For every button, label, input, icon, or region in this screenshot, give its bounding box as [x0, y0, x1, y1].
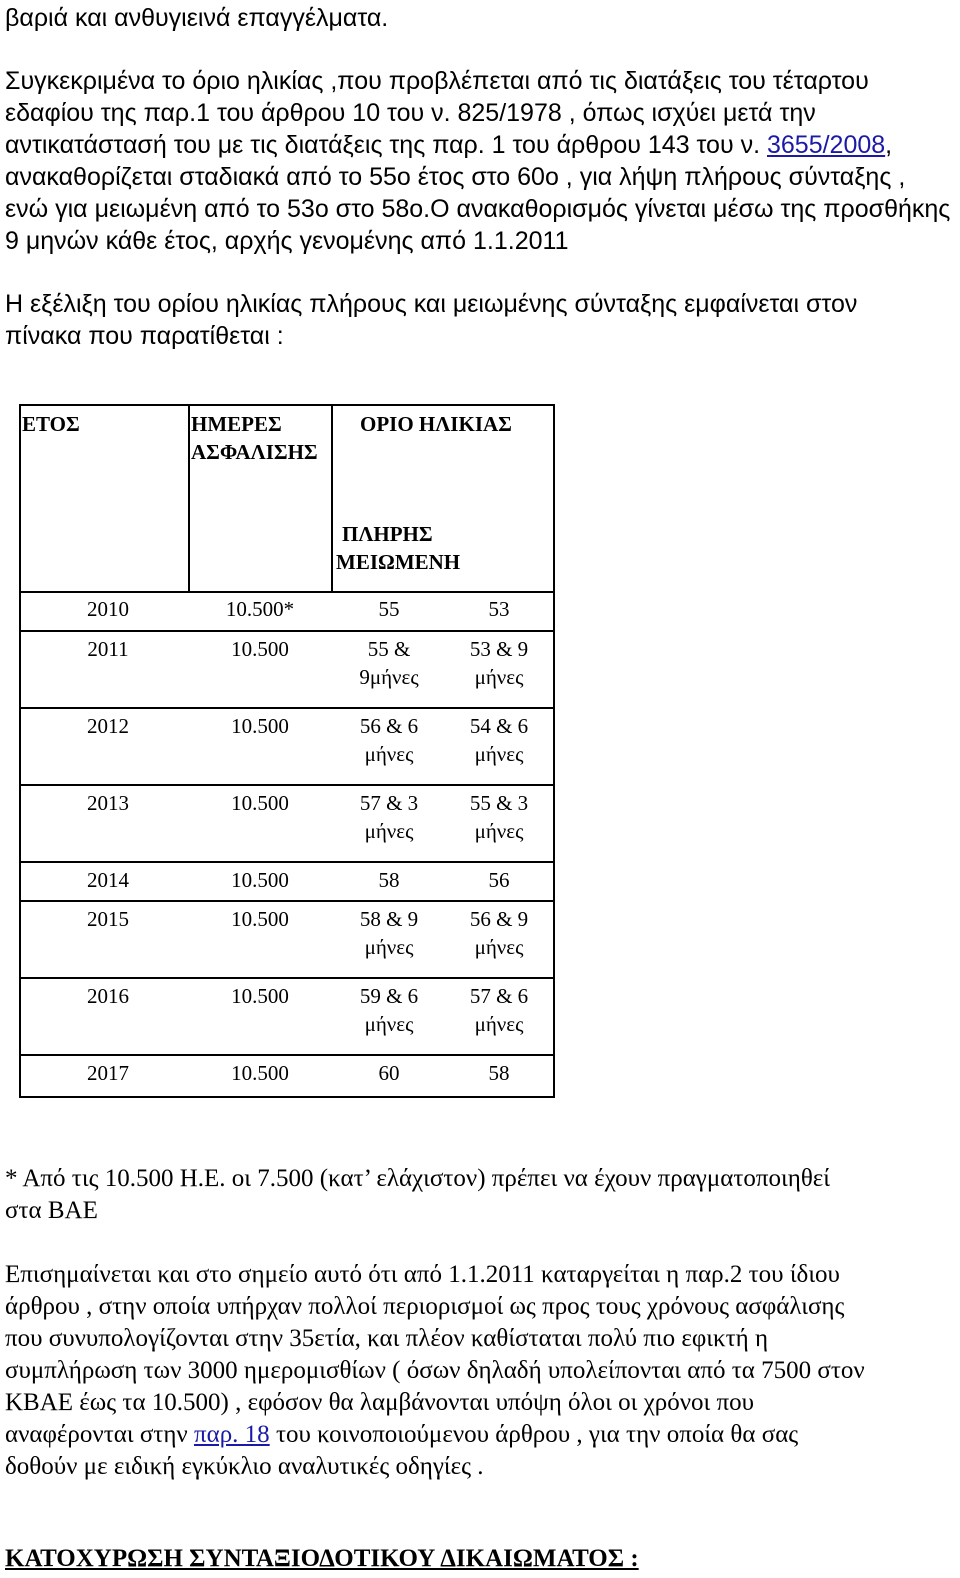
table-divider — [19, 977, 555, 979]
cell-full-line: μήνες — [364, 742, 414, 766]
cell-year: 2017 — [87, 1061, 129, 1085]
table-divider — [19, 591, 555, 593]
cell-days: 10.500* — [225, 597, 295, 621]
cell-full-line: 9μήνες — [359, 665, 419, 689]
note-text: του κοινοποιούμενου άρθρου , για την οποία θα σας — [269, 1421, 799, 1448]
cell-full — [340, 595, 438, 623]
cell-days: 10.500 — [231, 1061, 289, 1085]
header-days-line: ΑΣΦΑΛΙΣΗΣ — [191, 440, 318, 464]
section-heading: ΚΑΤΟΧΥΡΩΣΗ ΣΥΝΤΑΞΙΟΔΟΤΙΚΟΥ ΔΙΚΑΙΩΜΑΤΟΣ : — [5, 1545, 639, 1572]
cell-red-line: μήνες — [474, 935, 524, 959]
intro-line: Η εξέλιξη του ορίου ηλικίας πλήρους και μειωμένης σύνταξης εμφαίνεται στον — [5, 290, 858, 318]
cell-full-line: μήνες — [364, 1012, 414, 1036]
cell-year: 2014 — [87, 868, 129, 892]
cell-red — [450, 866, 548, 894]
cell-red — [450, 789, 548, 845]
cell-days: 10.500 — [231, 791, 289, 815]
cell-red — [450, 1059, 548, 1087]
table-divider — [331, 404, 333, 592]
header-days — [191, 410, 318, 466]
cell-red-line: μήνες — [474, 665, 524, 689]
cell-red-line: 57 & 6 — [469, 984, 529, 1008]
law-link-3655-2008[interactable]: 3655/2008 — [766, 131, 886, 159]
cell-full-line: μήνες — [364, 819, 414, 843]
cell-year: 2010 — [87, 597, 129, 621]
cell-full-line: 59 & 6 — [359, 984, 419, 1008]
cell-red-line: 54 & 6 — [469, 714, 529, 738]
header-days-line: ΗΜΕΡΕΣ — [191, 412, 282, 436]
table-divider — [19, 707, 555, 709]
intro-line: ανακαθορίζεται σταδιακά από το 55ο έτος στο 60ο , για λήψη πλήρους σύνταξης , — [5, 163, 906, 191]
cell-full-line: 58 & 9 — [359, 907, 419, 931]
cell-full — [340, 866, 438, 894]
header-full: ΠΛΗΡΗΣ — [342, 522, 433, 546]
intro-line: 9 μηνών κάθε έτος, αρχής γενομένης από 1.1.2011 — [5, 227, 569, 255]
cell-full — [340, 712, 438, 768]
cell-year: 2015 — [87, 907, 129, 931]
cell-red — [450, 905, 548, 961]
note-line: στα ΒΑΕ — [5, 1197, 98, 1224]
intro-text: , — [885, 131, 893, 159]
intro-text: αντικατάστασή του με τις διατάξεις της παρ. 1 του άρθρου 143 του ν. — [5, 131, 767, 159]
cell-year: 2016 — [87, 984, 129, 1008]
cell-red — [450, 712, 548, 768]
cell-red-line: μήνες — [474, 819, 524, 843]
cell-year: 2011 — [87, 637, 129, 661]
par-18-link[interactable]: παρ. 18 — [193, 1421, 270, 1448]
cell-full-line: 60 — [378, 1061, 400, 1085]
cell-full-line: μήνες — [364, 935, 414, 959]
note-line: δοθούν με ειδική εγκύκλιο αναλυτικές οδηγίες . — [5, 1453, 484, 1480]
cell-full-line: 58 — [378, 868, 400, 892]
intro-line: ενώ για μειωμένη από το 53ο στο 58ο.Ο ανακαθορισμός γίνεται μέσω της προσθήκης — [5, 195, 951, 223]
cell-red-line: 55 & 3 — [469, 791, 529, 815]
cell-full — [340, 635, 438, 691]
cell-red — [450, 982, 548, 1038]
note-line: Επισημαίνεται και στο σημείο αυτό ότι από 1.1.2011 καταργείται η παρ.2 του ίδιου — [5, 1261, 840, 1288]
cell-full — [340, 789, 438, 845]
header-age-limit: ΟΡΙΟ ΗΛΙΚΙΑΣ — [360, 412, 512, 436]
table-divider — [19, 861, 555, 863]
cell-red-line: μήνες — [474, 1012, 524, 1036]
note-text: αναφέρονται στην — [5, 1421, 194, 1448]
intro-line: Συγκεκριμένα το όριο ηλικίας ,που προβλέπεται από τις διατάξεις του τέταρτου — [5, 67, 869, 95]
cell-red-line: μήνες — [474, 742, 524, 766]
cell-red-line: 56 & 9 — [469, 907, 529, 931]
cell-full-line: 55 & — [367, 637, 411, 661]
intro-line — [5, 129, 892, 161]
cell-days: 10.500 — [231, 868, 289, 892]
intro-line: βαριά και ανθυγιεινά επαγγέλματα. — [5, 4, 389, 32]
table-divider — [19, 630, 555, 632]
cell-year: 2012 — [87, 714, 129, 738]
note-line: που συνυπολογίζονται στην 35ετία, και πλέον καθίσταται πολύ πιο εφικτή η — [5, 1325, 769, 1352]
header-full-reduced — [336, 520, 461, 576]
table-divider — [19, 1054, 555, 1056]
cell-red-line: 58 — [488, 1061, 510, 1085]
cell-red — [450, 635, 548, 691]
header-reduced: ΜΕΙΩΜΕΝΗ — [336, 550, 461, 574]
cell-full — [340, 905, 438, 961]
note-line — [5, 1419, 798, 1451]
table-divider — [188, 404, 190, 592]
cell-days: 10.500 — [231, 907, 289, 931]
cell-red-line: 56 — [488, 868, 510, 892]
cell-full — [340, 982, 438, 1038]
note-line: άρθρου , στην οποία υπήρχαν πολλοί περιορισμοί ως προς τους χρόνους ασφάλισης — [5, 1293, 845, 1320]
intro-line: εδαφίου της παρ.1 του άρθρου 10 του ν. 825/1978 , όπως ισχύει μετά την — [5, 99, 816, 127]
cell-full — [340, 1059, 438, 1087]
note-line: * Από τις 10.500 Η.Ε. οι 7.500 (κατ’ ελάχιστον) πρέπει να έχουν πραγματοποιηθεί — [5, 1165, 831, 1192]
cell-days: 10.500 — [231, 984, 289, 1008]
table-divider — [19, 900, 555, 902]
cell-full-line: 57 & 3 — [359, 791, 419, 815]
note-line: ΚΒΑΕ έως τα 10.500) , εφόσον θα λαμβάνονται υπόψη όλοι οι χρόνοι που — [5, 1389, 754, 1416]
cell-days: 10.500 — [231, 637, 289, 661]
table-divider — [19, 784, 555, 786]
cell-days: 10.500 — [231, 714, 289, 738]
note-line: συμπλήρωση των 3000 ημερομισθίων ( όσων δηλαδή υπολείπονται από τα 7500 στον — [5, 1357, 865, 1384]
cell-full-line: 55 — [378, 597, 400, 621]
header-year: ΕΤΟΣ — [22, 412, 80, 436]
cell-full-line: 56 & 6 — [359, 714, 419, 738]
cell-red-line: 53 & 9 — [469, 637, 529, 661]
cell-red — [450, 595, 548, 623]
cell-year: 2013 — [87, 791, 129, 815]
cell-red-line: 53 — [488, 597, 510, 621]
intro-line: πίνακα που παρατίθεται : — [5, 322, 284, 350]
